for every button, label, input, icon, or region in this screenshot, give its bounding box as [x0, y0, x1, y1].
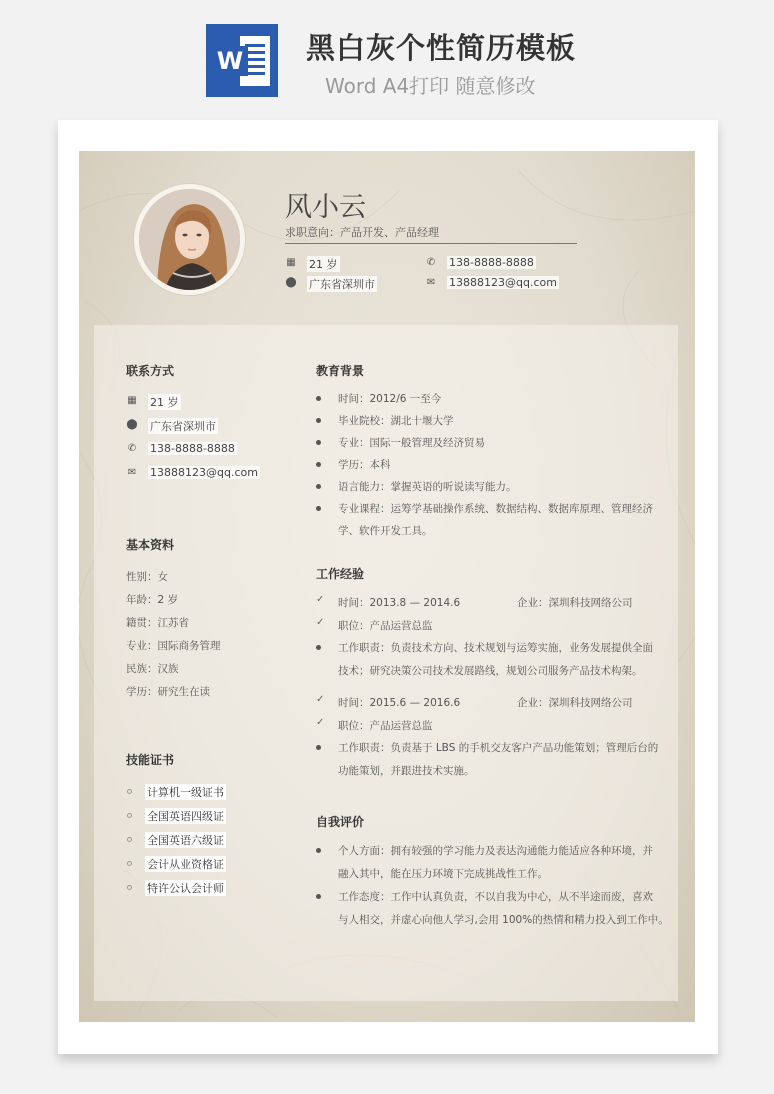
basic-gender: 性别：女 [126, 571, 168, 583]
resume-page: 风小云 求职意向：产品开发、产品经理 ▦ 21 岁 ⬤ 广东省深圳市 ✆ 138-8888-8888 ✉ 13888123@qq.com 联系方式 ▦ 21 岁 ⬤ 广东省深圳市 ✆ 138-8888-8888 ✉ 13888123@qq.com 基本资料 性别：女 年龄：2 岁 籍贯：江苏省 专业：国际商务管理 民族：汉族 学历：研究生在读 技能证书 计算机一级证书 全国英语四级证 全国英语六级证 会计从业资格证 特许公认会计师 教育背景 时间：2012/6 一至今 毕业院校：湖北十堰大学 专业：国际一般管理及经济贸易 学历：本科 语言能力：掌握英语的听说读写能力。 专业课程：运筹学基础操作系统、数据结构、数据库原理、管理经济 学、软件开发工具。 工作经验 ✓ 时间：2013.8 — 2014.6 企业：深圳科技网络公司 ✓ 职位：产品运营总监 工作职责：负责技术方向、技术规划与运筹实施，业务发展提供全面 技术；研究决策公司技术发展路线，规划公司服务产品技术构架。 ✓ 时间：2015.6 — 2016.6 企业：深圳科技网络公司 ✓ 职位：产品运营总监 工作职责：负责基于 LBS 的手机交友客户产品功能策划；管理后台的 功能策划，并跟进技术实施。 自我评价 个人方面：拥有较强的学习能力及表达沟通能力能适应各种环境，并 融入其中，能在压力环境下完成挑战性工作。 工作态度：工作中认真负责，不以自我为中心，从不半途而废，喜欢 与人相交，并虚心向他人学习,会用 100%的热情和精力投入到工作中。 [79, 151, 695, 1022]
bullet-dot-icon [316, 396, 321, 401]
bullet-dot-icon [316, 645, 321, 650]
edu-major: 专业：国际一般管理及经济贸易 [338, 437, 485, 449]
job2-company: 企业：深圳科技网络公司 [517, 697, 633, 709]
self-personal-cont: 融入其中，能在压力环境下完成挑战性工作。 [338, 868, 548, 880]
calendar-icon: ▦ [127, 395, 137, 406]
basic-age: 年龄：2 岁 [126, 594, 179, 606]
job-intent: 求职意向：产品开发、产品经理 [285, 226, 439, 239]
bullet-circle-icon [127, 813, 132, 818]
self-attitude-cont: 与人相交，并虚心向他人学习,会用 100%的热情和精力投入到工作中。 [338, 914, 669, 926]
map-pin-icon: ⬤ [126, 419, 138, 430]
bullet-circle-icon [127, 885, 132, 890]
check-icon: ✓ [316, 717, 325, 728]
cert-item: 全国英语六级证 [147, 834, 224, 847]
job2-time: 时间：2015.6 — 2016.6 [338, 697, 461, 709]
envelope-icon: ✉ [127, 467, 137, 478]
phone-icon: ✆ [127, 443, 137, 454]
bullet-dot-icon [316, 506, 321, 511]
map-pin-icon: ⬤ [285, 277, 297, 288]
envelope-icon: ✉ [426, 277, 436, 288]
name-divider [285, 243, 577, 244]
job2-position: 职位：产品运营总监 [338, 720, 433, 732]
cert-item: 特许公认会计师 [147, 882, 224, 895]
paper-sheet [58, 120, 718, 1054]
basic-hometown: 籍贯：江苏省 [126, 617, 189, 629]
edu-degree: 学历：本科 [338, 459, 391, 471]
edu-time: 时间：2012/6 一至今 [338, 393, 442, 405]
basic-ethnicity: 民族：汉族 [126, 663, 179, 675]
job1-duty-cont: 技术；研究决策公司技术发展路线，规划公司服务产品技术构架。 [338, 665, 643, 677]
job1-time: 时间：2013.8 — 2014.6 [338, 597, 461, 609]
page-title: 黑白灰个性简历模板 [306, 31, 577, 65]
basic-degree: 学历：研究生在读 [126, 686, 210, 698]
check-icon: ✓ [316, 594, 325, 605]
edu-language: 语言能力：掌握英语的听说读写能力。 [338, 481, 517, 493]
cert-item: 会计从业资格证 [147, 858, 224, 871]
bullet-dot-icon [316, 418, 321, 423]
basic-major: 专业：国际商务管理 [126, 640, 221, 652]
self-attitude: 工作态度：工作中认真负责，不以自我为中心，从不半途而废，喜欢 [338, 891, 653, 903]
word-letter: W [212, 46, 248, 76]
word-logo [206, 24, 278, 97]
candidate-name: 风小云 [285, 192, 366, 223]
cert-item: 计算机一级证书 [147, 786, 224, 799]
bullet-dot-icon [316, 848, 321, 853]
job1-company: 企业：深圳科技网络公司 [517, 597, 633, 609]
phone-icon: ✆ [426, 257, 436, 268]
cert-item: 全国英语四级证 [147, 810, 224, 823]
bullet-dot-icon [316, 894, 321, 899]
job2-duty-cont: 功能策划，并跟进技术实施。 [338, 765, 475, 777]
job2-duty: 工作职责：负责基于 LBS 的手机交友客户产品功能策划；管理后台的 [338, 742, 659, 754]
calendar-icon: ▦ [286, 257, 296, 268]
bullet-dot-icon [316, 484, 321, 489]
bullet-dot-icon [316, 462, 321, 467]
contact-title: 联系方式 [126, 364, 175, 378]
bullet-circle-icon [127, 789, 132, 794]
bullet-circle-icon [127, 837, 132, 842]
bullet-dot-icon [316, 440, 321, 445]
page-subtitle: Word A4打印 随意修改 [325, 74, 536, 98]
edu-courses-cont: 学、软件开发工具。 [338, 525, 433, 537]
bullet-dot-icon [316, 745, 321, 750]
edu-school: 毕业院校：湖北十堰大学 [338, 415, 454, 427]
check-icon: ✓ [316, 617, 325, 628]
portrait-image [139, 189, 240, 290]
job1-position: 职位：产品运营总监 [338, 620, 433, 632]
bullet-circle-icon [127, 861, 132, 866]
self-personal: 个人方面：拥有较强的学习能力及表达沟通能力能适应各种环境，并 [338, 845, 653, 857]
edu-courses: 专业课程：运筹学基础操作系统、数据结构、数据库原理、管理经济 [338, 503, 653, 515]
work-title: 工作经验 [316, 567, 365, 581]
skills-title: 技能证书 [126, 753, 175, 767]
education-title: 教育背景 [316, 364, 365, 378]
self-title: 自我评价 [316, 815, 365, 829]
basic-title: 基本资料 [126, 538, 175, 552]
job1-duty: 工作职责：负责技术方向、技术规划与运筹实施，业务发展提供全面 [338, 642, 653, 654]
avatar [134, 184, 245, 295]
check-icon: ✓ [316, 694, 325, 705]
